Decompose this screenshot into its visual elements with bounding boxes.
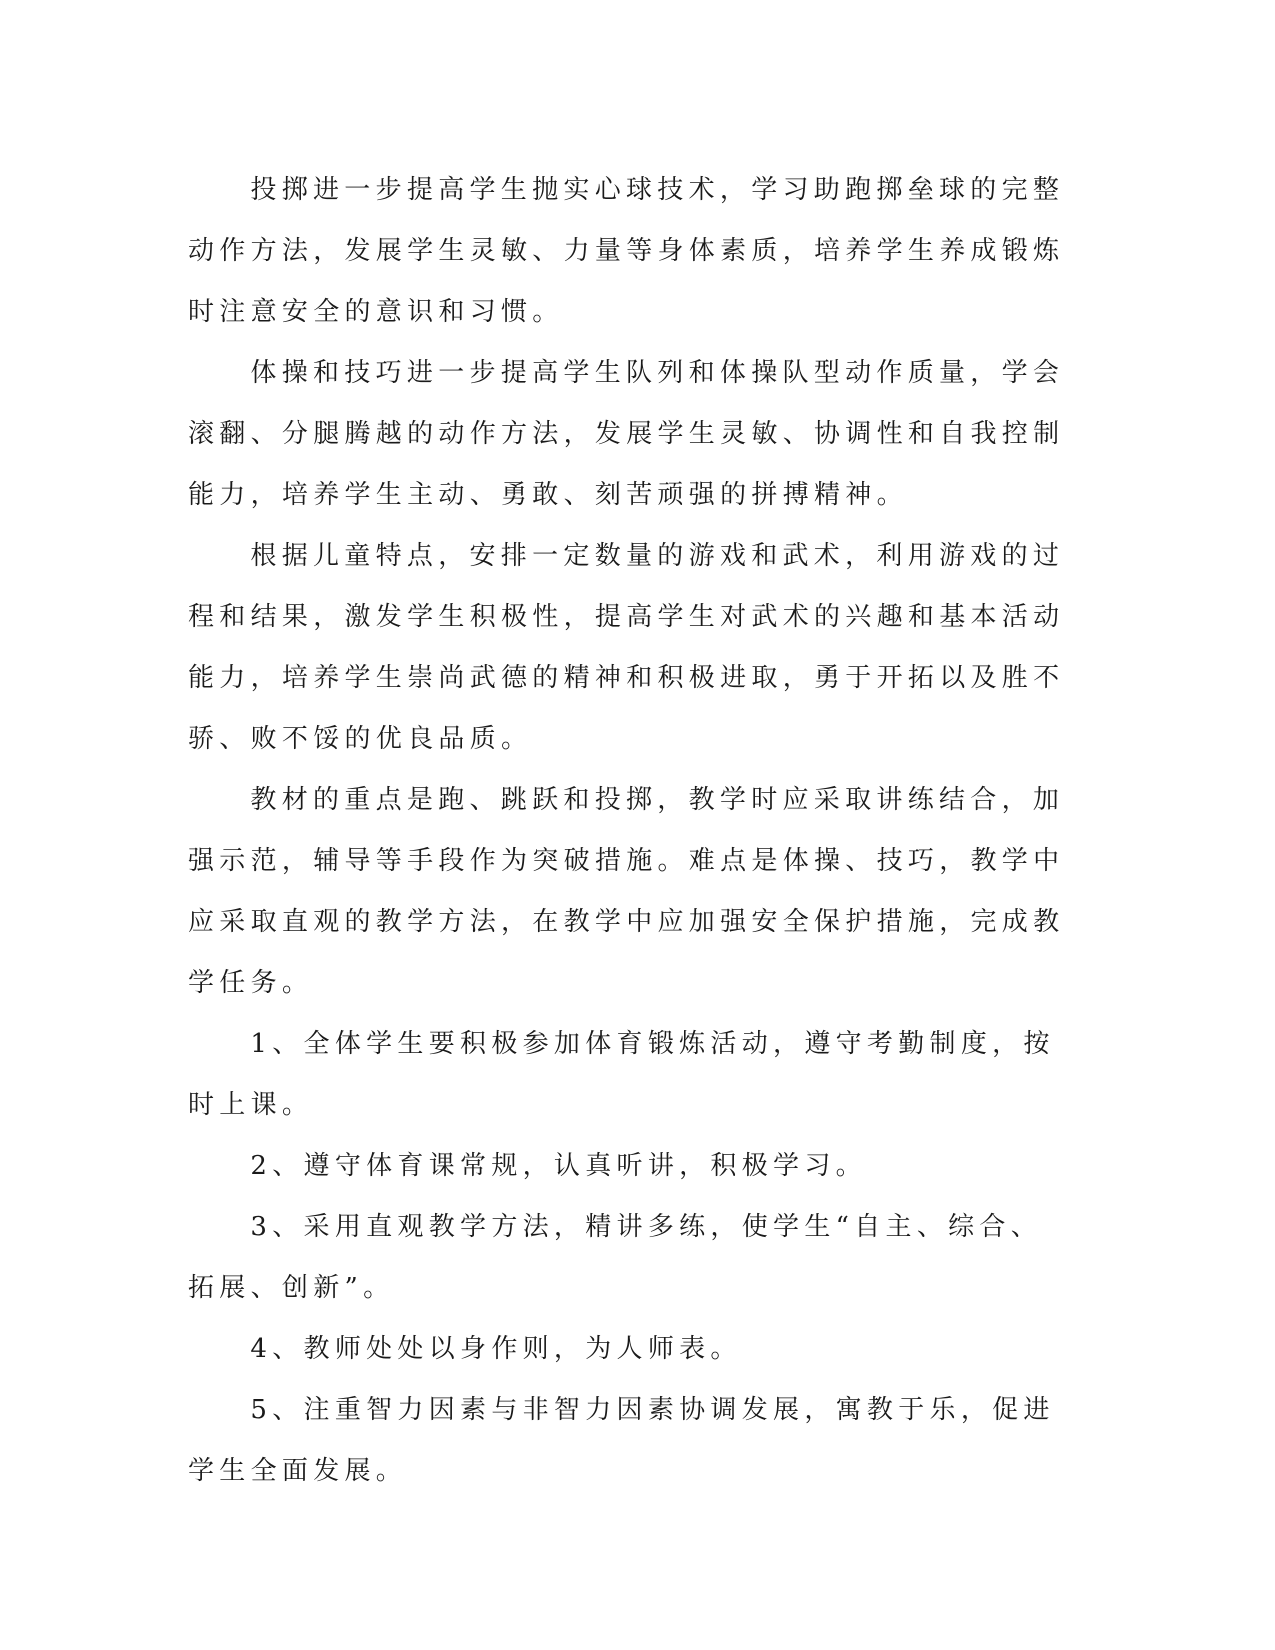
list-item-5: 5、注重智力因素与非智力因素协调发展，寓教于乐，促进学生全面发展。 (188, 1395, 1055, 1486)
list-item-4: 4、教师处处以身作则，为人师表。 (250, 1334, 742, 1364)
document-body (188, 160, 1068, 1502)
paragraph-games-wushu: 根据儿童特点，安排一定数量的游戏和武术，利用游戏的过程和结果，激发学生积极性，提高学生对武术的兴趣和基本活动能力，培养学生崇尚武德的精神和积极进取，勇于开拓以及胜不骄、败不馁的优良品质。 (188, 541, 1065, 754)
paragraph-gymnastics: 体操和技巧进一步提高学生队列和体操队型动作质量，学会滚翻、分腿腾越的动作方法，发展学生灵敏、协调性和自我控制能力，培养学生主动、勇敢、刻苦顽强的拼搏精神。 (188, 358, 1065, 510)
list-item-1: 1、全体学生要积极参加体育锻炼活动，遵守考勤制度，按时上课。 (188, 1029, 1055, 1120)
paragraph-throwing: 投掷进一步提高学生抛实心球技术，学习助跑掷垒球的完整动作方法，发展学生灵敏、力量等身体素质，培养学生养成锻炼时注意安全的意识和习惯。 (188, 175, 1065, 327)
paragraph-key-points: 教材的重点是跑、跳跃和投掷，教学时应采取讲练结合，加强示范，辅导等手段作为突破措施。难点是体操、技巧，教学中应采取直观的教学方法，在教学中应加强安全保护措施，完成教学任务。 (188, 785, 1065, 998)
list-item-3: 3、采用直观教学方法，精讲多练，使学生“自主、综合、拓展、创新”。 (188, 1212, 1043, 1303)
list-item-2: 2、遵守体育课常规，认真听讲，积极学习。 (250, 1151, 867, 1181)
